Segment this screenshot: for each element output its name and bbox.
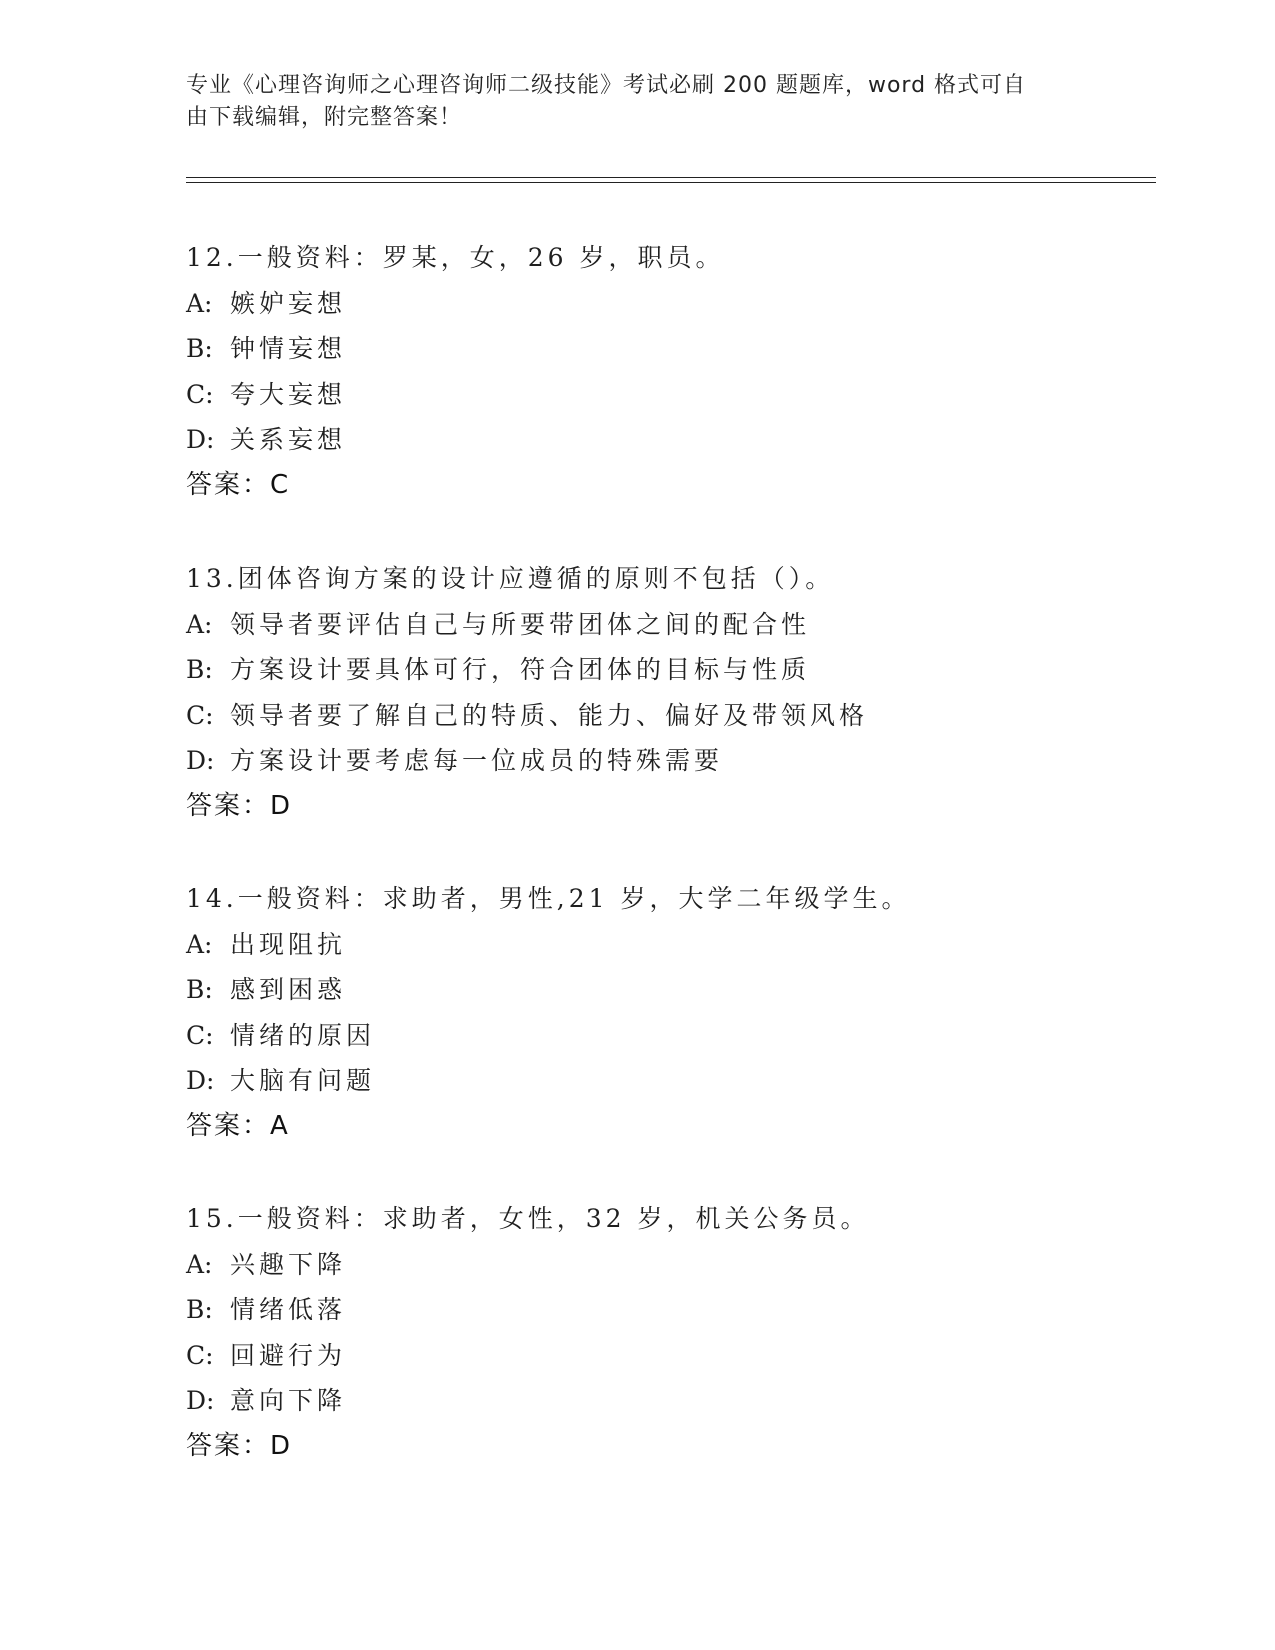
option-a (186, 1242, 1186, 1288)
option-letter: D: (186, 1386, 215, 1415)
option-letter: A: (186, 288, 213, 318)
option-c (186, 372, 1186, 418)
option-letter: D: (186, 1066, 215, 1095)
option-letter: C: (186, 1340, 214, 1370)
question-15 (186, 1196, 1186, 1469)
option-text: 感到困惑 (230, 975, 347, 1004)
option-text: 方案设计要具体可行，符合团体的目标与性质 (230, 655, 811, 684)
option-a (186, 922, 1186, 968)
option-text: 情绪的原因 (230, 1020, 376, 1050)
option-text: 夸大妄想 (230, 379, 347, 409)
option-text: 回避行为 (230, 1340, 347, 1370)
option-letter: B: (186, 334, 213, 363)
question-12 (186, 235, 1186, 508)
question-stem: 14.一般资料：求助者，男性,21 岁，大学二年级学生。 (186, 884, 911, 913)
header-line-2: 由下载编辑，附完整答案！ (186, 105, 463, 130)
question-stem: 13.团体咨询方案的设计应遵循的原则不包括（）。 (186, 564, 835, 593)
option-d (186, 417, 1186, 463)
option-b (186, 967, 1186, 1013)
option-d (186, 1378, 1186, 1424)
option-letter: D: (186, 746, 215, 775)
option-text: 意向下降 (230, 1386, 347, 1415)
header-line-1: 专业《心理咨询师之心理咨询师二级技能》考试必刷 200 题题库，word 格式可自 (186, 73, 1027, 98)
option-letter: B: (186, 975, 213, 1004)
option-text: 出现阻抗 (230, 929, 347, 959)
option-letter: C: (186, 379, 214, 409)
option-text: 关系妄想 (230, 425, 347, 454)
option-letter: A: (186, 609, 213, 639)
option-text: 情绪低落 (230, 1295, 347, 1324)
option-c (186, 1333, 1186, 1379)
option-b (186, 1287, 1186, 1333)
option-a (186, 602, 1186, 648)
answer-line: 答案：D (186, 1430, 293, 1461)
header-divider-top (186, 177, 1156, 178)
option-text: 嫉妒妄想 (230, 288, 347, 318)
option-d (186, 738, 1186, 784)
option-letter: B: (186, 655, 213, 684)
answer-line: 答案：D (186, 790, 293, 821)
answer-line: 答案：C (186, 469, 291, 500)
header-divider-bottom (186, 182, 1156, 183)
question-13 (186, 556, 1186, 829)
option-letter: C: (186, 700, 214, 730)
question-stem: 15.一般资料：求助者，女性，32 岁，机关公务员。 (186, 1204, 870, 1233)
option-letter: A: (186, 929, 213, 959)
document-header (186, 70, 1086, 134)
option-text: 兴趣下降 (230, 1249, 347, 1279)
option-c (186, 693, 1186, 739)
option-letter: B: (186, 1295, 213, 1324)
option-text: 领导者要了解自己的特质、能力、偏好及带领风格 (230, 700, 869, 730)
option-text: 大脑有问题 (230, 1066, 376, 1095)
question-stem: 12.一般资料：罗某，女，26 岁，职员。 (186, 243, 725, 272)
option-text: 方案设计要考虑每一位成员的特殊需要 (230, 746, 724, 775)
option-b (186, 326, 1186, 372)
option-letter: C: (186, 1020, 214, 1050)
option-a (186, 281, 1186, 327)
option-text: 钟情妄想 (230, 334, 347, 363)
option-text: 领导者要评估自己与所要带团体之间的配合性 (230, 609, 811, 639)
answer-line: 答案：A (186, 1110, 290, 1141)
option-c (186, 1013, 1186, 1059)
question-14 (186, 876, 1186, 1149)
option-letter: D: (186, 425, 215, 454)
option-d (186, 1058, 1186, 1104)
option-b (186, 647, 1186, 693)
option-letter: A: (186, 1249, 213, 1279)
